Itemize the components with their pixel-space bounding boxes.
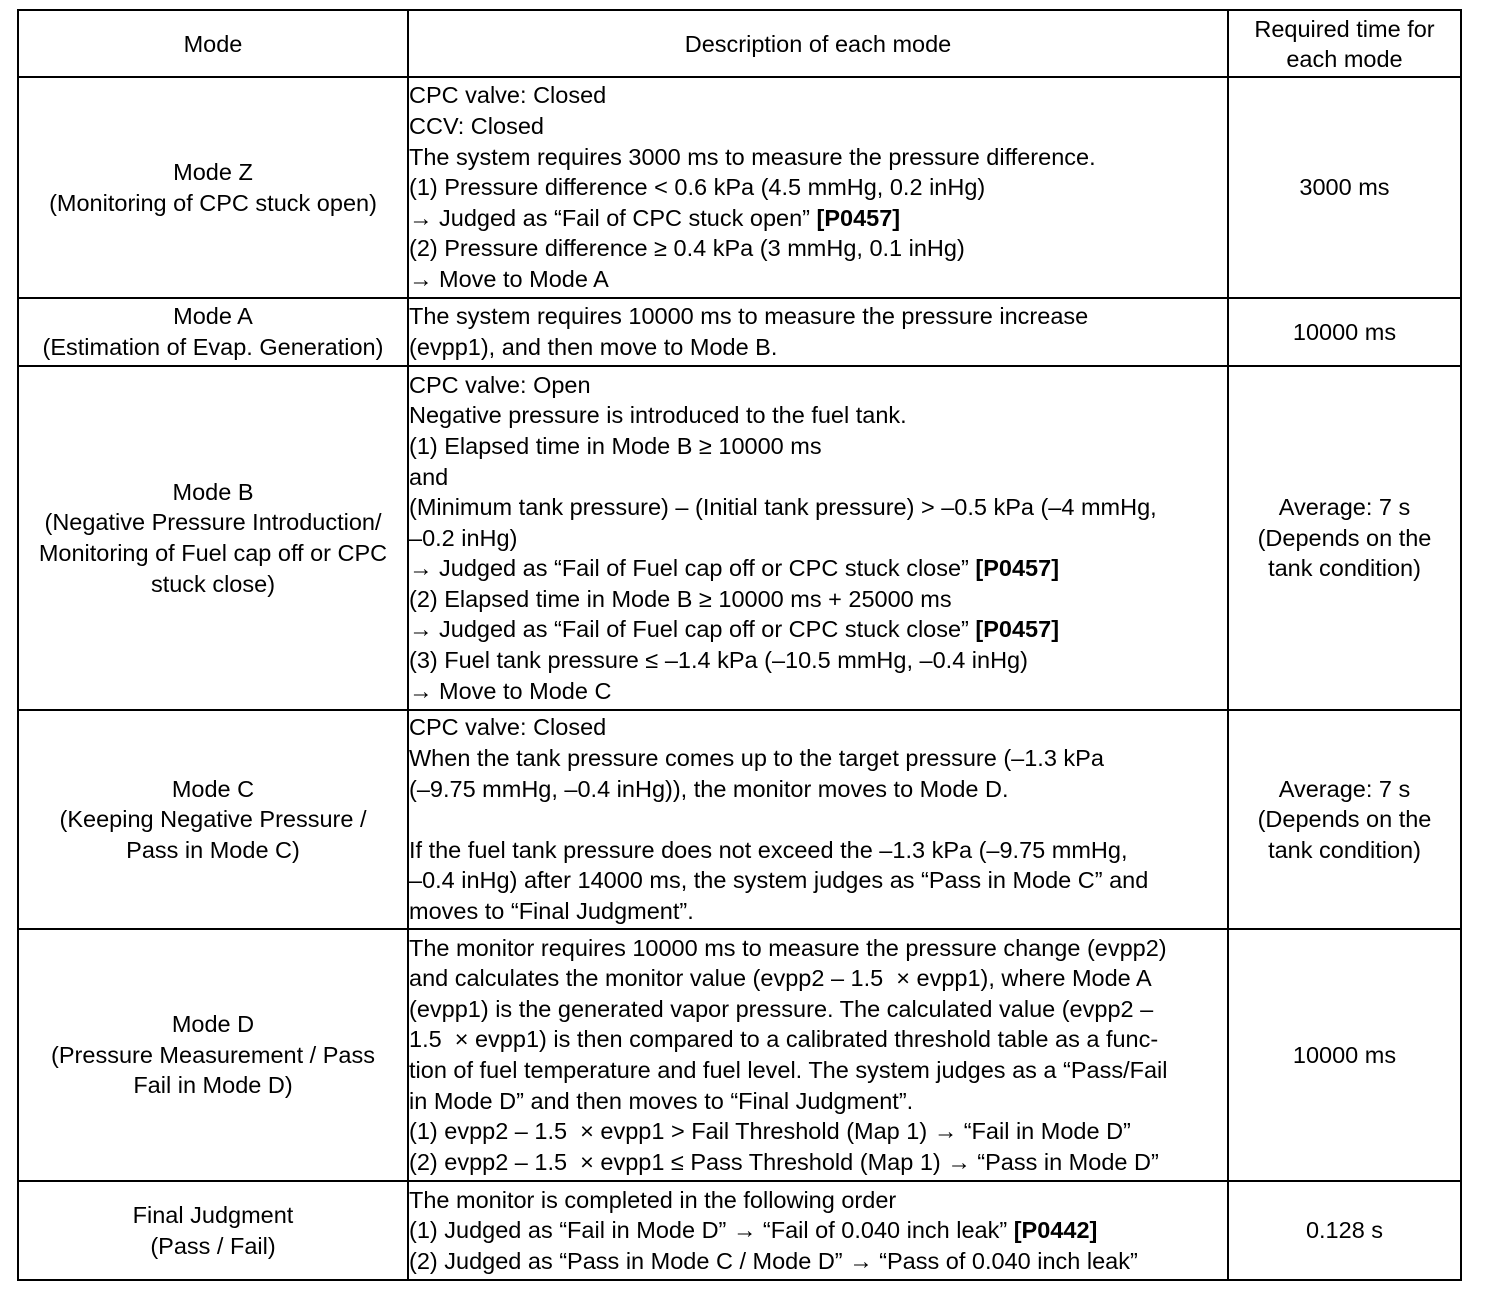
required-time-line: tank condition) [1268, 555, 1421, 582]
description-cell [408, 710, 1228, 929]
dtc-code: [P0442] [1013, 1217, 1098, 1244]
description-text: (2) evpp2 – 1.5 × evpp1 ≤ Pass Threshold (Map 1) → “Pass in Mode D” [409, 1148, 1159, 1175]
description-line [409, 431, 1227, 462]
description-line [409, 264, 1227, 295]
header-time-line: Required time for [1254, 15, 1435, 42]
header-required-time [1228, 10, 1461, 77]
description-line [409, 896, 1227, 927]
required-time-line: Average: 7 s [1278, 494, 1411, 521]
required-time-cell [1228, 298, 1461, 366]
table-row [18, 77, 1461, 298]
description-text: –0.2 inHg) [409, 524, 518, 551]
description-text: moves to “Final Judgment”. [409, 897, 694, 924]
description-line [409, 1116, 1227, 1147]
mode-line: stuck close) [150, 570, 276, 597]
description-line [409, 492, 1227, 523]
description-line [409, 142, 1227, 173]
mode-line: Mode Z [173, 158, 253, 185]
required-time-cell [1228, 929, 1461, 1181]
mode-cell [18, 1181, 408, 1280]
description-line [409, 963, 1227, 994]
mode-line: Fail in Mode D) [133, 1072, 293, 1099]
description-text: The monitor requires 10000 ms to measure the pressure change (evpp2) [409, 934, 1167, 961]
description-line [409, 994, 1227, 1025]
mode-line: Pass in Mode C) [126, 836, 300, 863]
description-text: (3) Fuel tank pressure ≤ –1.4 kPa (–10.5 mmHg, –0.4 inHg) [409, 647, 1028, 674]
mode-line: (Negative Pressure Introduction/ [44, 509, 382, 536]
description-line [409, 645, 1227, 676]
mode-cell [18, 710, 408, 929]
description-text: The system requires 3000 ms to measure the pressure difference. [409, 143, 1096, 170]
description-line [409, 614, 1227, 645]
description-text: (1) Judged as “Fail in Mode D” → “Fail of 0.040 inch leak” [409, 1217, 1014, 1244]
mode-line: (Keeping Negative Pressure / [59, 806, 367, 833]
description-line [409, 172, 1227, 203]
description-text: Negative pressure is introduced to the fuel tank. [409, 402, 907, 429]
mode-cell [18, 366, 408, 710]
required-time-line: 3000 ms [1299, 174, 1390, 201]
description-text: The monitor is completed in the following order [409, 1186, 897, 1213]
description-text: When the tank pressure comes up to the target pressure (–1.3 kPa [409, 745, 1104, 772]
mode-line: Final Judgment [132, 1201, 294, 1228]
required-time-line: (Depends on the [1257, 806, 1432, 833]
required-time-line: 0.128 s [1305, 1217, 1384, 1244]
description-text: CPC valve: Closed [409, 82, 607, 109]
description-line [409, 462, 1227, 493]
table-row [18, 1181, 1461, 1280]
header-time-line: each mode [1286, 45, 1403, 72]
mode-line: (Monitoring of CPC stuck open) [49, 189, 377, 216]
blank-line [409, 804, 1227, 835]
description-text: and calculates the monitor value (evpp2 – 1.5 × evpp1), where Mode A [409, 965, 1152, 992]
table-row [18, 929, 1461, 1181]
description-text: (2) Elapsed time in Mode B ≥ 10000 ms + 25000 ms [409, 585, 952, 612]
description-cell [408, 929, 1228, 1181]
description-text: → Judged as “Fail of Fuel cap off or CPC stuck close” [409, 616, 976, 643]
description-line [409, 80, 1227, 111]
dtc-code: [P0457] [816, 204, 901, 231]
description-line [409, 553, 1227, 584]
description-text: → Move to Mode C [409, 677, 612, 704]
description-line [409, 233, 1227, 264]
description-line [409, 370, 1227, 401]
mode-cell [18, 929, 408, 1181]
description-text: and [409, 463, 449, 490]
description-line [409, 111, 1227, 142]
description-cell [408, 1181, 1228, 1280]
description-line [409, 203, 1227, 234]
description-line [409, 712, 1227, 743]
description-text: (Minimum tank pressure) – (Initial tank pressure) > –0.5 kPa (–4 mmHg, [409, 494, 1157, 521]
description-text: (2) Judged as “Pass in Mode C / Mode D” → “Pass of 0.040 inch leak” [409, 1247, 1138, 1274]
description-line [409, 1147, 1227, 1178]
description-line [409, 835, 1227, 866]
description-line [409, 332, 1227, 363]
description-text: CPC valve: Closed [409, 714, 607, 741]
description-line [409, 743, 1227, 774]
description-text: → Move to Mode A [409, 265, 609, 292]
description-line [409, 865, 1227, 896]
required-time-cell [1228, 77, 1461, 298]
description-line [409, 1185, 1227, 1216]
description-cell [408, 77, 1228, 298]
mode-line: Mode B [172, 478, 254, 505]
description-cell [408, 298, 1228, 366]
description-text: CPC valve: Open [409, 371, 591, 398]
description-text: → Judged as “Fail of Fuel cap off or CPC stuck close” [409, 555, 976, 582]
required-time-cell [1228, 1181, 1461, 1280]
table-row [18, 366, 1461, 710]
description-line [409, 301, 1227, 332]
mode-line: (Pressure Measurement / Pass [51, 1041, 375, 1068]
required-time-line: tank condition) [1268, 836, 1421, 863]
required-time-line: Average: 7 s [1278, 775, 1411, 802]
required-time-cell [1228, 366, 1461, 710]
description-text: (1) Elapsed time in Mode B ≥ 10000 ms [409, 432, 822, 459]
required-time-cell [1228, 710, 1461, 929]
description-line [409, 1055, 1227, 1086]
mode-line: Mode C [171, 775, 255, 802]
table-row [18, 710, 1461, 929]
description-text: –0.4 inHg) after 14000 ms, the system judges as “Pass in Mode C” and [409, 867, 1149, 894]
description-text: (1) evpp2 – 1.5 × evpp1 > Fail Threshold (Map 1) → “Fail in Mode D” [409, 1118, 1131, 1145]
description-text: tion of fuel temperature and fuel level. The system judges as a “Pass/Fail [409, 1057, 1168, 1083]
description-line [409, 676, 1227, 707]
description-text: → Judged as “Fail of CPC stuck open” [409, 204, 817, 231]
description-line [409, 400, 1227, 431]
table-row [18, 298, 1461, 366]
description-cell [408, 366, 1228, 710]
mode-line: Mode A [173, 303, 253, 330]
description-text: (2) Pressure difference ≥ 0.4 kPa (3 mmHg, 0.1 inHg) [409, 235, 965, 262]
required-time-line: 10000 ms [1292, 1041, 1397, 1068]
dtc-code: [P0457] [975, 616, 1060, 643]
table-body [18, 77, 1461, 1280]
header-description: Description of each mode [408, 10, 1228, 77]
description-line [409, 523, 1227, 554]
mode-cell [18, 298, 408, 366]
description-line [409, 933, 1227, 964]
mode-line: (Estimation of Evap. Generation) [42, 334, 384, 360]
mode-description-table [17, 9, 1462, 1281]
header-row [18, 10, 1461, 77]
mode-line: (Pass / Fail) [150, 1232, 276, 1259]
description-text: (–9.75 mmHg, –0.4 inHg)), the monitor moves to Mode D. [409, 775, 1009, 802]
mode-line: Monitoring of Fuel cap off or CPC [38, 540, 388, 566]
description-text: in Mode D” and then moves to “Final Judgment”. [409, 1087, 914, 1114]
description-text: (evpp1), and then move to Mode B. [409, 334, 778, 360]
description-line [409, 1024, 1227, 1055]
description-line [409, 1246, 1227, 1277]
required-time-line: 10000 ms [1292, 318, 1397, 345]
description-text: The system requires 10000 ms to measure the pressure increase [409, 303, 1089, 330]
description-text: If the fuel tank pressure does not exceed the –1.3 kPa (–9.75 mmHg, [409, 836, 1128, 863]
description-text: (1) Pressure difference < 0.6 kPa (4.5 mmHg, 0.2 inHg) [409, 174, 986, 201]
dtc-code: [P0457] [975, 555, 1060, 582]
mode-line: Mode D [171, 1011, 255, 1038]
description-line [409, 1215, 1227, 1246]
description-line [409, 774, 1227, 805]
required-time-line: (Depends on the [1257, 524, 1432, 551]
description-line [409, 584, 1227, 615]
description-text: CCV: Closed [409, 113, 544, 140]
mode-cell [18, 77, 408, 298]
description-text: 1.5 × evpp1) is then compared to a calibrated threshold table as a func- [409, 1026, 1159, 1053]
header-mode: Mode [18, 10, 408, 77]
description-text: (evpp1) is the generated vapor pressure. The calculated value (evpp2 – [409, 995, 1154, 1022]
description-line [409, 1086, 1227, 1117]
